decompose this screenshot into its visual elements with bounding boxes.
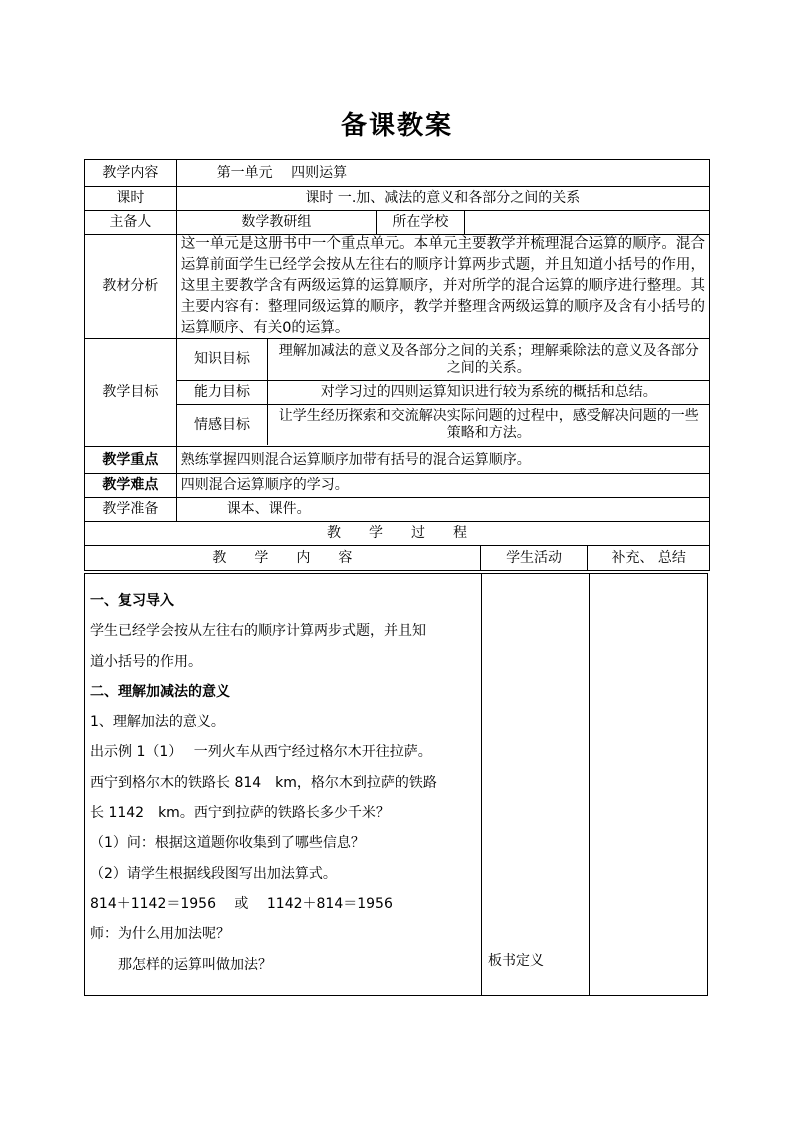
content-label: 教学内容 bbox=[85, 160, 177, 186]
content-line: 道小括号的作用。 bbox=[90, 653, 202, 670]
goal-knowledge-label: 知识目标 bbox=[177, 339, 269, 380]
goals-label: 教学目标 bbox=[85, 339, 177, 446]
analysis-text: 这一单元是这册书中一个重点单元。本单元主要教学并梳理混合运算的顺序。混合运算前面学生已经学会按从左往右的顺序计算两步式题，并且知道小括号的作用，这里主要教学含有两级运算的运算顺序，并对所学的混合运算的顺序进行整理。其主要内容有：整理同级运算的顺序，教学并整理含两级运算的顺序及含有小括号的运算顺序、有关0的运算。 bbox=[180, 236, 705, 336]
page-title: 备课教案 bbox=[340, 111, 453, 141]
header-summary: 补充、 总结 bbox=[611, 549, 686, 566]
difficulty-value: 四则混合运算顺序的学习。 bbox=[180, 477, 349, 493]
goal-ability-text: 对学习过的四则运算知识进行较为系统的概括和总结。 bbox=[320, 384, 657, 400]
activity-note: 板书定义 bbox=[488, 953, 544, 969]
content-line: 那怎样的运算叫做加法？ bbox=[90, 956, 272, 973]
lesson-value: 课时 一.加、减法的意义和各部分之间的关系 bbox=[305, 190, 581, 206]
content-line: 814＋1142＝1956 或 1142＋814＝1956 bbox=[90, 895, 393, 912]
lesson-plan-table bbox=[84, 159, 710, 571]
preparer-row bbox=[85, 211, 709, 235]
content-value: 第一单元 四则运算 bbox=[216, 164, 348, 181]
goal-emotion-row bbox=[177, 405, 709, 445]
header-activity: 学生活动 bbox=[481, 546, 589, 570]
content-line: 西宁到格尔木的铁路长 814 km，格尔木到拉萨的铁路 bbox=[90, 774, 437, 791]
key-label: 教学重点 bbox=[85, 447, 177, 473]
section-heading-review: 一、复习导入 bbox=[90, 593, 174, 609]
analysis-label: 教材分析 bbox=[85, 235, 177, 338]
content-line: （2）请学生根据线段图写出加法算式。 bbox=[90, 865, 337, 882]
prep-value: 课本、课件。 bbox=[226, 501, 311, 517]
goal-knowledge-row bbox=[177, 339, 709, 381]
goals-row bbox=[85, 339, 709, 447]
process-content-column bbox=[85, 574, 482, 995]
goal-knowledge-text: 理解加减法的意义及各部分之间的关系；理解乘除法的意义及各部分之间的关系。 bbox=[278, 342, 699, 376]
content-line: （1）问：根据这道题你收集到了哪些信息？ bbox=[90, 835, 365, 852]
content-line: 师：为什么用加法呢？ bbox=[90, 926, 230, 943]
process-summary-column bbox=[590, 574, 707, 995]
content-line: 长 1142 km。西宁到拉萨的铁路长多少千米？ bbox=[90, 805, 390, 822]
key-row bbox=[85, 447, 709, 474]
difficulty-row bbox=[85, 474, 709, 498]
prep-row bbox=[85, 498, 709, 522]
lesson-label: 课时 bbox=[85, 187, 177, 210]
goals-subtable bbox=[177, 339, 709, 446]
goal-emotion-text: 让学生经历探索和交流解决实际问题的过程中，感受解决问题的一些策略和方法。 bbox=[278, 408, 699, 441]
content-line: 1、理解加法的意义。 bbox=[90, 714, 225, 731]
process-label: 教 学 过 程 bbox=[327, 525, 467, 541]
section-heading-addition: 二、理解加减法的意义 bbox=[90, 683, 230, 700]
content-line: 学生已经学会按从左往右的顺序计算两步式题，并且知 bbox=[90, 623, 426, 640]
content-line: 出示例 1（1） 一列火车从西宁经过格尔木开往拉萨。 bbox=[90, 744, 432, 761]
content-row bbox=[85, 160, 709, 187]
school-value bbox=[465, 211, 709, 234]
prep-label: 教学准备 bbox=[85, 498, 177, 521]
school-label: 所在学校 bbox=[377, 211, 465, 234]
header-content: 教 学 内 容 bbox=[85, 546, 481, 570]
analysis-row bbox=[85, 235, 709, 339]
goal-emotion-label: 情感目标 bbox=[177, 405, 269, 445]
goal-ability-label: 能力目标 bbox=[177, 381, 269, 404]
process-activity-column bbox=[482, 574, 590, 995]
lesson-row bbox=[85, 187, 709, 211]
key-value: 熟练掌握四则混合运算顺序加带有括号的混合运算顺序。 bbox=[180, 451, 531, 468]
difficulty-label: 教学难点 bbox=[85, 474, 177, 497]
process-row bbox=[85, 522, 709, 546]
process-body bbox=[84, 573, 708, 996]
goal-ability-row bbox=[177, 381, 709, 405]
preparer-value: 数学教研组 bbox=[177, 211, 377, 234]
preparer-label: 主备人 bbox=[85, 211, 177, 234]
process-headers-row bbox=[85, 546, 709, 570]
